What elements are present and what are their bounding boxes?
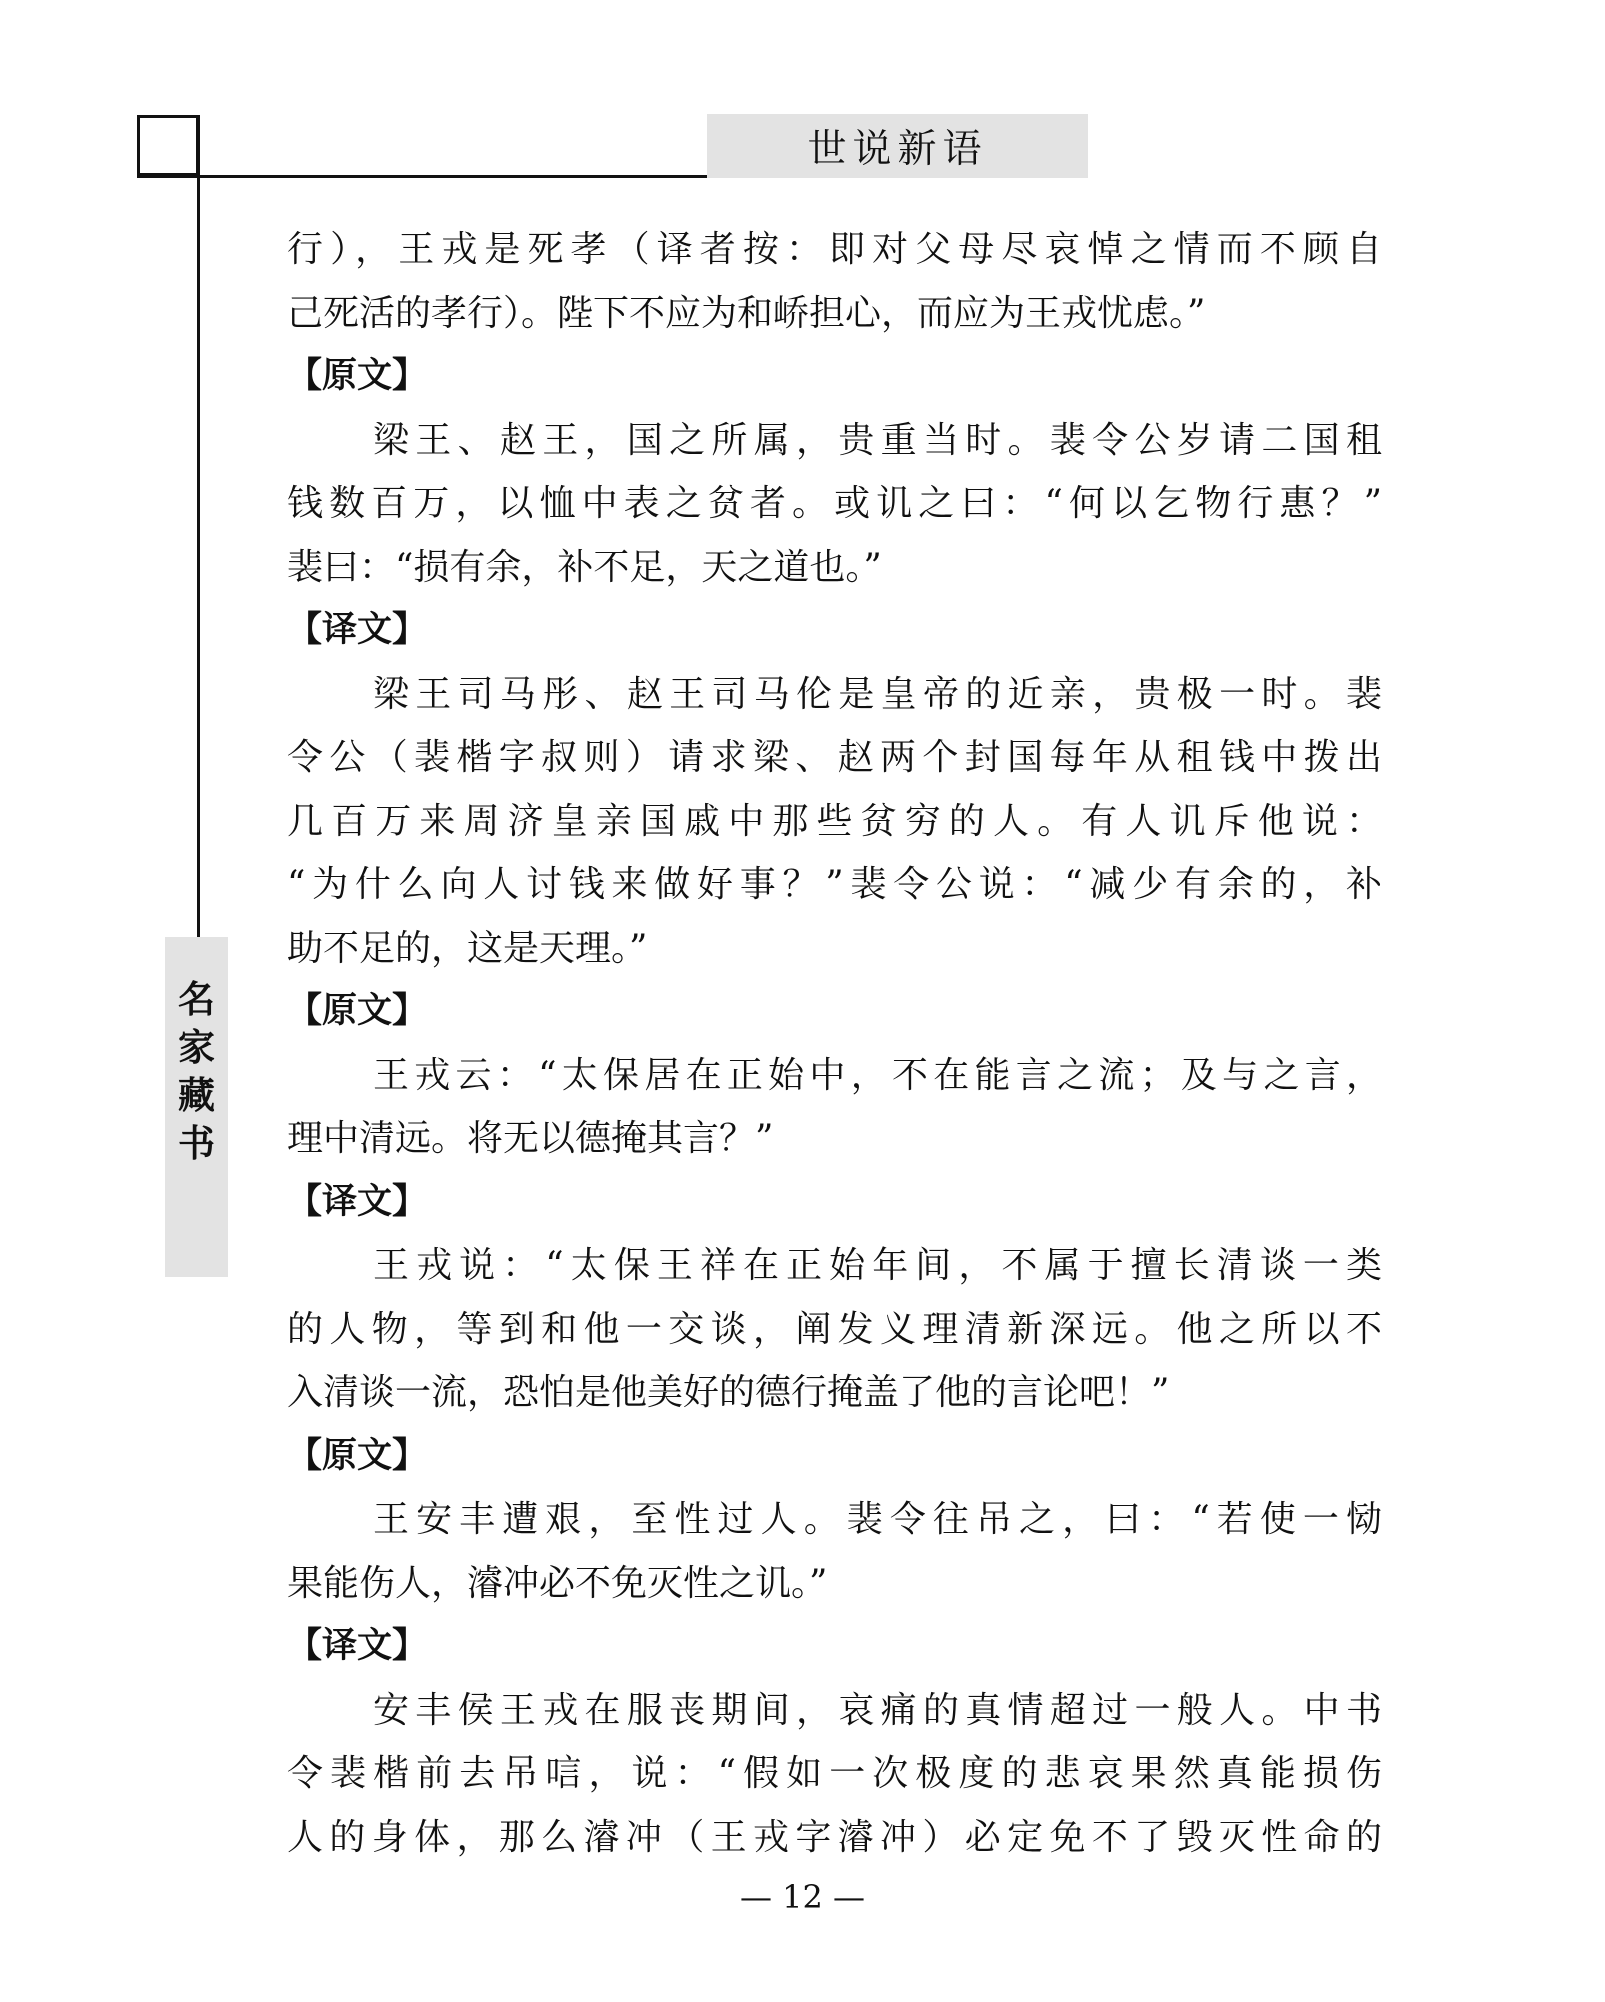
side-label-char: 书 xyxy=(178,1121,215,1165)
section-heading: 【译文】 xyxy=(287,1626,428,1666)
body-text xyxy=(287,218,1382,1869)
running-head-title: 世说新语 xyxy=(707,114,1088,178)
text-line: 钱数百万，以恤中表之贫者。或讥之曰：“何以乞物行惠？” xyxy=(287,483,1382,524)
text-line: 令公（裴楷字叔则）请求梁、赵两个封国每年从租钱中拨出 xyxy=(287,737,1382,778)
text-line: 行），王戎是死孝（译者按：即对父母尽哀悼之情而不顾自 xyxy=(287,229,1382,270)
text-line: 人的身体，那么濬冲（王戎字濬冲）必定免不了毁灭性命的 xyxy=(287,1816,1382,1858)
section-heading: 【原文】 xyxy=(287,356,428,396)
text-line: 理中清远。将无以德掩其言？” xyxy=(287,1118,774,1159)
side-label-char: 名 xyxy=(178,977,215,1021)
text-line: 入清谈一流，恐怕是他美好的德行掩盖了他的言论吧！” xyxy=(287,1372,1170,1413)
side-label-char: 藏 xyxy=(178,1073,215,1117)
paragraph-first-line: 梁王、赵王，国之所属，贵重当时。裴令公岁请二国租 xyxy=(373,419,1382,461)
paragraph-first-line: 安丰侯王戎在服丧期间，哀痛的真情超过一般人。中书 xyxy=(373,1689,1382,1731)
text-line: 裴曰：“损有余，补不足，天之道也。” xyxy=(287,546,882,588)
section-heading: 【原文】 xyxy=(287,1435,428,1476)
text-line: 助不足的，这是天理。” xyxy=(287,927,648,969)
page-number: — 12 — xyxy=(739,1878,866,1916)
paragraph-first-line: 王安丰遭艰，至性过人。裴令往吊之，曰：“若使一恸 xyxy=(373,1499,1382,1540)
side-collection-label xyxy=(165,937,228,1277)
section-heading: 【译文】 xyxy=(287,1181,428,1222)
text-line: “为什么向人讨钱来做好事？”裴令公说：“减少有余的，补 xyxy=(287,864,1382,905)
text-line: 的人物，等到和他一交谈，阐发义理清新深远。他之所以不 xyxy=(287,1308,1382,1350)
text-line: 几百万来周济皇亲国戚中那些贫穷的人。有人讥斥他说： xyxy=(287,800,1382,842)
margin-vertical-rule xyxy=(197,115,200,937)
section-heading: 【原文】 xyxy=(287,991,428,1031)
paragraph-first-line: 王戎说：“太保王祥在正始年间，不属于擅长清谈一类 xyxy=(373,1245,1382,1286)
side-label-char: 家 xyxy=(178,1025,215,1069)
text-line: 令裴楷前去吊唁，说：“假如一次极度的悲哀果然真能损伤 xyxy=(287,1753,1382,1794)
text-line: 己死活的孝行）。陛下不应为和峤担心，而应为王戎忧虑。” xyxy=(287,292,1206,334)
header-rule xyxy=(137,175,707,178)
section-heading: 【译文】 xyxy=(287,610,428,650)
header-corner-box xyxy=(137,115,199,176)
paragraph-first-line: 梁王司马彤、赵王司马伦是皇帝的近亲，贵极一时。裴 xyxy=(373,673,1382,715)
text-line: 果能伤人，濬冲必不免灭性之讥。” xyxy=(287,1562,828,1604)
paragraph-first-line: 王戎云：“太保居在正始中，不在能言之流；及与之言， xyxy=(373,1054,1382,1096)
